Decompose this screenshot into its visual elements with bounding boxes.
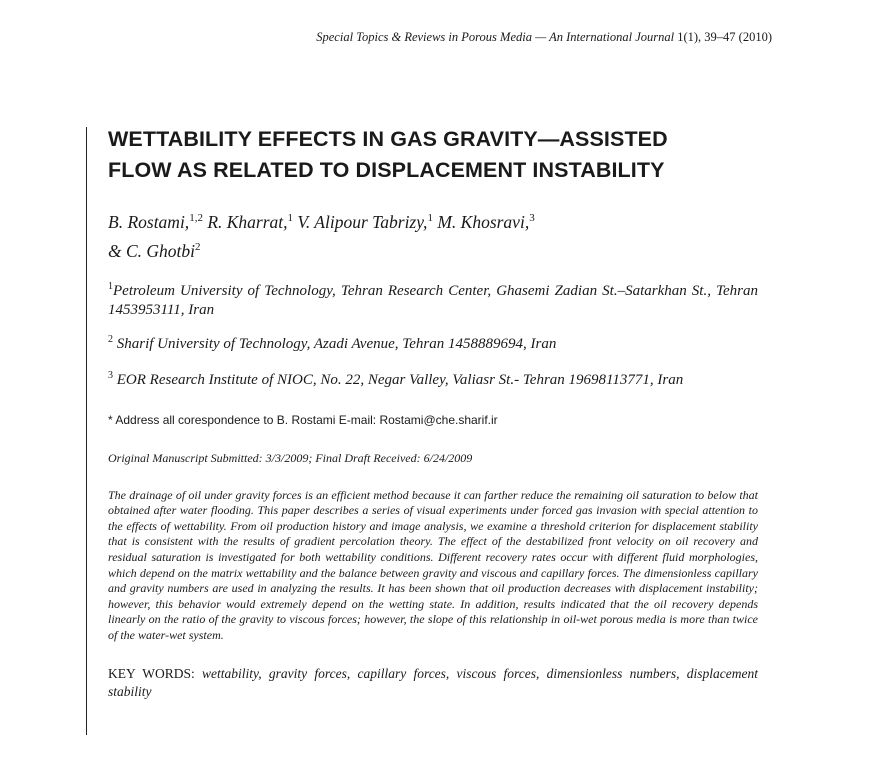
author-affil-sup: 3 [529, 212, 535, 224]
article-title [108, 124, 758, 186]
journal-header [316, 30, 772, 45]
keywords [108, 665, 758, 701]
affiliation-3 [108, 366, 758, 390]
journal-citation: 1(1), 39–47 (2010) [674, 30, 772, 44]
author-name: & C. Ghotbi [108, 240, 196, 261]
abstract: The drainage of oil under gravity forces is an efficient method because it can farther reduce the remaining oil saturation to below that obtained after water flooding. This paper describes a series of visual experiments under forced gas invasion with special attention to the effects of wettability. From oil production history and image analysis, we examine a threshold criterion for displacement stability that is consistent with the results of gradient percolation theory. The effect of the destabilized front velocity on oil recovery and residual saturation is investigated for both wettability conditions. Different recovery rates occur with different fluid morphologies, which depend on the matrix wettability and the balance between gravity and viscous and capillary forces. The dimensionless capillary and gravity numbers are used in analyzing the results. It has been shown that oil production decreases with displacement instability; however, this behavior would extremely depend on the wetting state. In addition, results indicated that the oil recovery depends linearly on the ratio of the gravity to viscous forces; however, the slope of this relationship in oil-wet porous media is more than twice of the water-wet system. [108, 487, 758, 642]
keywords-label: KEY WORDS: [108, 665, 195, 681]
affiliation-text: Sharif University of Technology, Azadi Avenue, Tehran 1458889694, Iran [113, 335, 557, 352]
affiliation-text: Petroleum University of Technology, Tehran Research Center, Ghasemi Zadian St.–Satarkhan St., Tehran 1453953111, Iran [108, 282, 758, 318]
title-line-2: FLOW AS RELATED TO DISPLACEMENT INSTABILITY [108, 158, 665, 182]
author-name: V. Alipour Tabrizy, [293, 211, 428, 232]
affiliation-1 [108, 277, 758, 320]
affiliation-number: 3 [108, 369, 113, 381]
author-affil-sup: 1,2 [189, 212, 203, 224]
author-affil-sup: 1 [287, 212, 294, 224]
keywords-list: wettability, gravity forces, capillary forces, viscous forces, dimensionless numbers, displacement stability [108, 665, 758, 699]
affiliation-text: EOR Research Institute of NIOC, No. 22, Negar Valley, Valiasr St.- Tehran 19698113771, Iran [113, 371, 684, 388]
author-name: M. Khosravi, [432, 211, 530, 232]
author-affil-sup: 2 [195, 240, 201, 253]
author-list [108, 206, 758, 264]
title-line-1: WETTABILITY EFFECTS IN GAS GRAVITY—ASSISTED [108, 127, 668, 151]
left-margin-rule [86, 127, 87, 735]
affiliation-2 [108, 330, 758, 354]
correspondence-note: * Address all corespondence to B. Rostami E-mail: Rostami@che.sharif.ir [108, 412, 498, 427]
manuscript-dates: Original Manuscript Submitted: 3/3/2009; Final Draft Received: 6/24/2009 [108, 450, 473, 465]
author-name: B. Rostami, [108, 211, 190, 232]
journal-name: Special Topics & Reviews in Porous Media — An International Journal [316, 30, 675, 44]
affiliation-number: 2 [108, 333, 113, 345]
author-affil-sup: 1 [427, 212, 433, 224]
affiliation-number: 1 [108, 280, 113, 292]
article-front-matter [108, 124, 758, 701]
author-name: R. Kharrat, [202, 211, 288, 232]
